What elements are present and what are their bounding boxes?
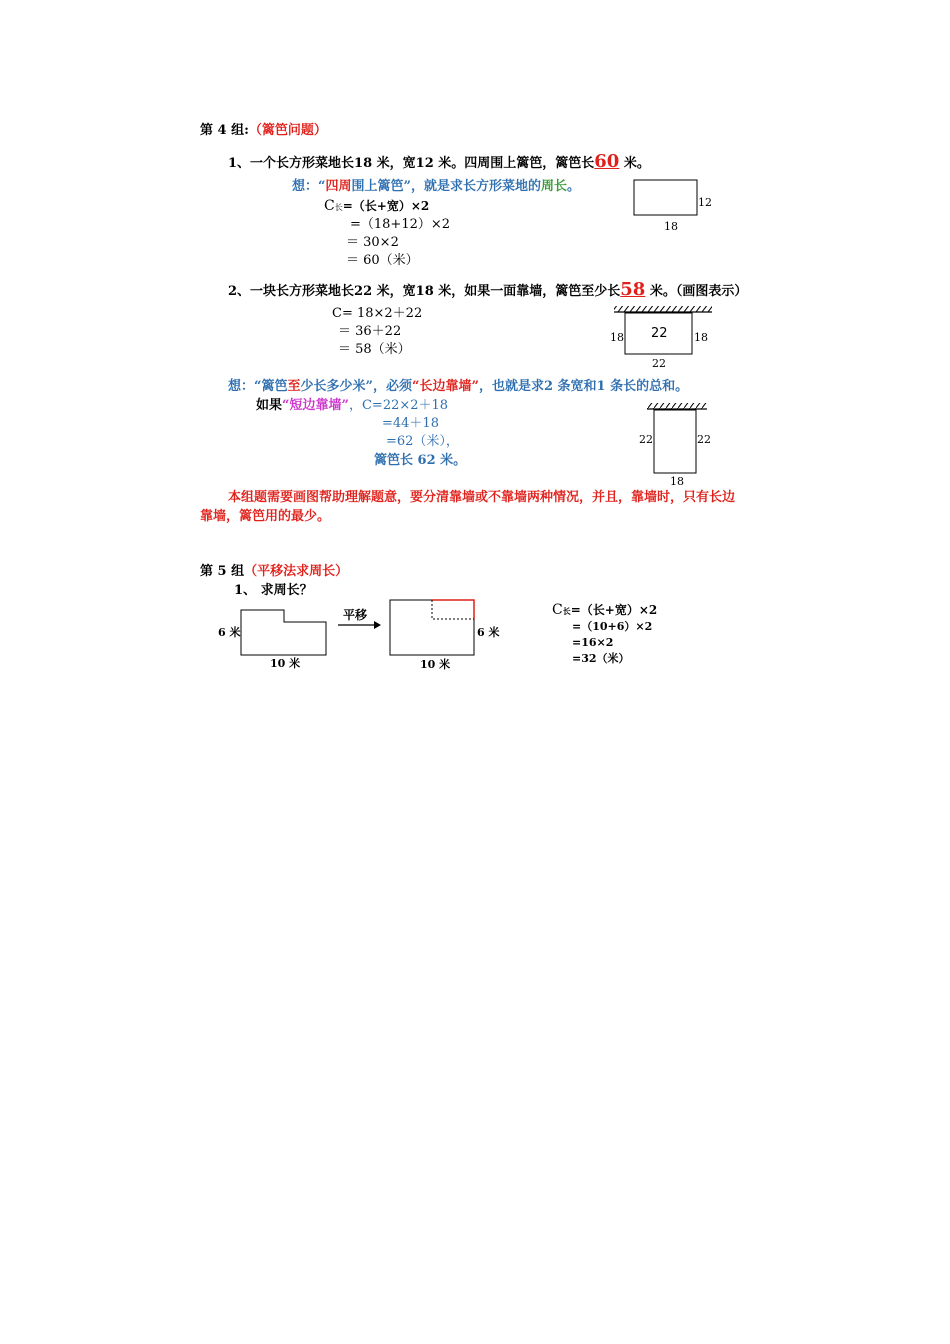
g5-formula-3: =16×2 [572,636,614,649]
g5-formula-1-rest: =（长+宽）×2 [570,603,658,617]
group4-note-line2: 靠墙，篱笆用的最少。 [200,509,331,524]
g5-fig2-width-label: 10 米 [420,658,451,671]
q1-think-perimeter: 周长 [540,179,567,194]
q1-answer: 60 [594,151,620,172]
g5-shifted-figure [390,600,499,671]
wall-hatch [614,306,712,312]
q2-formula-2: ＝ 36＋22 [338,324,402,339]
g5-formula-c: C [552,602,563,618]
q2-alt-line2: =44＋18 [382,416,439,431]
wall-hatch-2 [647,403,707,409]
q1-think-highlight: 四周 [325,179,352,194]
q2-think-c: 少长多少米”，必须 [300,379,412,394]
q2-d1-right-label: 18 [694,331,708,344]
q1-width-label: 12 [698,196,712,209]
group5-heading-prefix: 第 5 组 [200,564,245,579]
q1-think-c: 围上篱笆”，就是求长方形菜地的 [351,179,541,194]
group4-heading-prefix: 第 4 组: [200,123,249,138]
group5-q1: 1、 求周长？ [234,583,313,598]
g5-original-notch [432,600,474,619]
g5-shift-label: 平移 [343,608,368,622]
q2-alt-line3: =62（米）， [386,434,459,449]
q2-think-e: ，也就是求2 条宽和1 条长的总和。 [478,379,689,394]
group5-heading-topic: （平移法求周长） [244,564,349,579]
q1-rectangle [634,180,697,215]
q1-formula-sub: 长 [334,203,343,212]
q2-d1-inner-label: 22 [651,326,668,341]
q2-alt-short-edge: “短边靠墙” [282,398,349,413]
q1-text: 1、一个长方形菜地长18 米，宽12 米。四周围上篱笆，篱笆长 [228,156,595,171]
q1-think-e: 。 [567,179,581,194]
g5-l-shape [241,610,326,655]
q2-d2-right-label: 22 [697,433,711,446]
q1-unit: 米。 [619,156,650,171]
g5-formula-4: =32（米） [572,652,630,665]
g5-fig1-height-label: 6 米 [218,626,241,639]
q1-formula-3: ＝ 30×2 [346,235,399,250]
q2-d1-bottom-label: 22 [652,357,666,370]
g5-formula-sub: 长 [562,606,571,616]
q2-think-b: 至 [287,379,301,394]
q2-formula-1: C= 18×2＋22 [332,306,423,321]
q2-d2-left-label: 22 [639,433,653,446]
q2-alt-line4: 篱笆长 62 米。 [374,453,467,468]
q2-short-wall-diagram [639,403,711,488]
q2-unit: 米。（画图表示） [645,284,748,299]
group4-heading-topic: （篱笆问题） [248,123,327,138]
q2-alt-formula: ，C=22×2＋18 [348,398,449,413]
group4-note-line1: 本组题需要画图帮助理解题意，要分清靠墙或不靠墙两种情况，并且，靠墙时，只有长边 [228,490,736,505]
q1-formula-2: =（18+12）×2 [350,217,451,232]
g5-shifted-edges [432,600,474,619]
q2-rectangle-2 [654,410,696,473]
q2-think-long-edge: “长边靠墙” [411,379,479,394]
q1-formula-c: C [324,198,335,214]
q2-answer: 58 [620,279,646,300]
g5-formula-2: =（10+6）×2 [572,620,653,633]
q2-formula-3: ＝ 58（米） [338,342,411,357]
q2-think-a: 想：“篱笆 [228,379,288,394]
q1-rectangle-diagram [634,180,712,233]
q2-text: 2、一块长方形菜地长22 米，宽18 米，如果一面靠墙，篱笆至少长 [228,284,621,299]
q1-formula-4: ＝ 60（米） [346,253,419,268]
q1-length-label: 18 [664,220,678,233]
g5-fig1-width-label: 10 米 [270,657,301,670]
g5-fig2-height-label: 6 米 [477,626,500,639]
q2-alt-if: 如果 [256,398,283,413]
q1-formula-1-rest: =（长+宽）×2 [342,199,430,213]
q2-long-wall-diagram [610,306,712,370]
q1-think-a: 想：“ [292,179,326,194]
q2-d1-left-label: 18 [610,331,624,344]
arrow-right-icon [374,621,381,629]
q2-d2-bottom-label: 18 [670,475,684,488]
g5-l-shape-figure [218,610,326,670]
g5-shift-arrow [338,607,381,629]
